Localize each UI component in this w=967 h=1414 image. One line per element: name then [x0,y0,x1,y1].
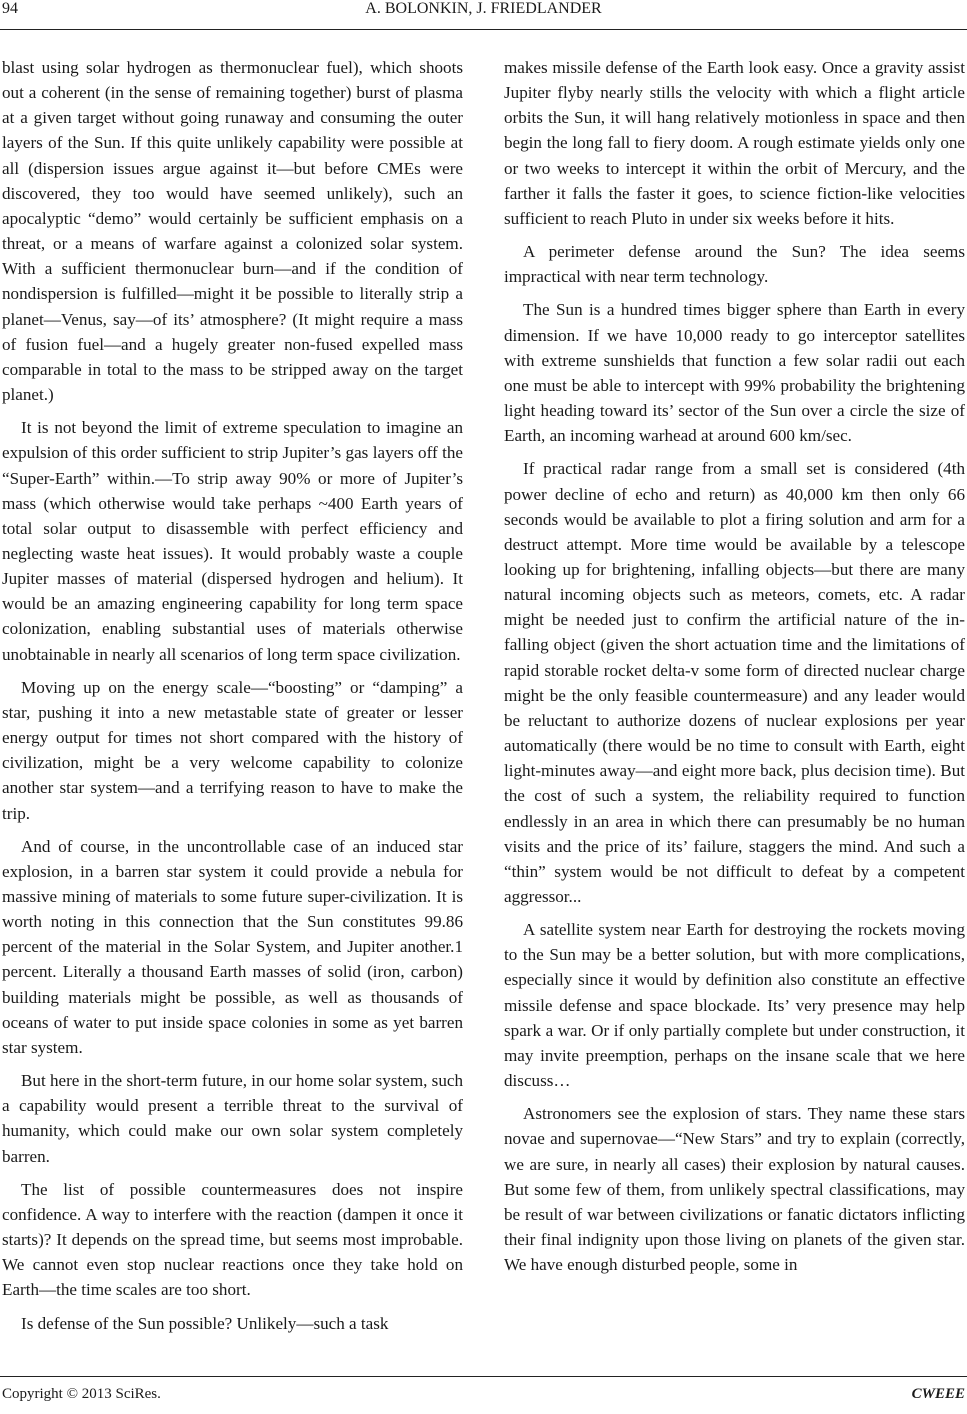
paragraph: But here in the short-term future, in our home solar system, such a capability would present a terrible threat to the survival of humanity, which could make our own solar system completely barren. [2,1071,463,1166]
paragraph: Astronomers see the explosion of stars. They name these stars novae and supernovae—“New Stars” and try to explain (correctly, we are sure, in nearly all cases) their explosion by natural causes. But some few of them, from unlikely spectral classifications, may be result of war between civilizations or fanatic dictators inflicting their final indignity upon those living on planets of the given star. We have enough disturbed people, some in [504,1104,965,1275]
page-number: 94 [2,0,18,17]
header-rule [0,29,967,30]
paragraph: A satellite system near Earth for destroying the rockets moving to the Sun may be a better solution, but with more complications, especially since it would by definition also constitute an effective missile defense and space blockade. Its’ very presence may help spark a war. Or if only partially complete but under construction, it may invite preemption, perhaps on the insane scale that we here discuss… [504,920,965,1091]
running-head: A. BOLONKIN, J. FRIEDLANDER [365,0,602,17]
paragraph: makes missile defense of the Earth look easy. Once a gravity assist Jupiter flyby nearly stills the velocity with which a flight article orbits the Sun, it will hang relatively motionless in space and then begin the long fall to fiery doom. A rough estimate yields only one or two weeks to intercept it within the orbit of Mercury, and the farther it falls the faster it goes, to science fiction-like velocities sufficient to reach Pluto in under six weeks before it hits. [504,58,965,228]
paragraph: It is not beyond the limit of extreme speculation to imagine an expulsion of this order sufficient to strip Jupiter’s gas layers off the “Super-Earth” within.—To strip away 90% or more of Jupiter’s mass (which otherwise would take perhaps ~400 Earth years of total solar output to disassemble with perfect efficiency and neglecting waste heat issues). It would probably waste a couple Jupiter masses of material (dispersed hydrogen and helium). It would be an amazing engineering capability for long term space colonization, enabling substantial uses of materials otherwise unobtainable in nearly all scenarios of long term space civilization. [2,418,463,664]
right-column [504,55,965,1285]
page-header [0,0,967,30]
paragraph: Is defense of the Sun possible? Unlikely—such a task [21,1313,389,1333]
paragraph: And of course, in the uncontrollable case of an induced star explosion, in a barren star system it could provide a nebula for massive mining of materials to some future super-civilization. It is worth noting in this connection that the Sun constitutes 99.86 percent of the material in the Solar System, and Jupiter another.1 percent. Literally a thousand Earth masses of solid (iron, carbon) building materials might be possible, as well as thousands of oceans of water to put inside space colonies in some as yet barren star system. [2,836,463,1057]
footer-rule [0,1376,967,1377]
paragraph: If practical radar range from a small set is considered (4th power decline of echo and return) as 40,000 km then only 66 seconds would be available to plot a firing solution and arm for a destruct attempt. More time would be available by a telescope looking up for brightening, infalling objects—but there are many natural incoming objects such as meteors, comets, etc. A radar might be needed just to confirm the artificial nature of the in-falling object (given the short actuation time and the limitations of rapid storable rocket delta-v some form of directed nuclear charge might be the only feasible countermeasure) and any leader would be reluctant to authorize dozens of nuclear explosions per year automatically (there would be no time to consult with Earth, eight light-minutes away—and eight more back, plus decision time). But the cost of such a system, the reliability required to function endlessly in an area in which there can presumably be no human visits and the price of its’ failure, staggers the mind. And such a “thin” system would be not difficult to defeat by a competent aggressor... [504,459,965,906]
paragraph: A perimeter defense around the Sun? The idea seems impractical with near term technology. [504,242,965,287]
paragraph: The list of possible countermeasures does not inspire confidence. A way to interfere with the reaction (dampen it once it starts)? It depends on the spread time, but seems most improbable. We cannot even stop nuclear reactions once they take hold on Earth—the time scales are too short. [2,1179,463,1300]
journal-name: CWEEE [911,1386,965,1402]
copyright-notice: Copyright © 2013 SciRes. [2,1386,161,1402]
paragraph: Moving up on the energy scale—“boosting” or “damping” a star, pushing it into a new metastable state of greater or lesser energy output for times not short compared with the history of civilization, might be a very welcome capability to colonize another star system—and a terrifying reason to have to make the trip. [2,677,463,823]
left-column [2,55,463,1344]
paragraph: blast using solar hydrogen as thermonuclear fuel), which shoots out a coherent (in the sense of remaining together) burst of plasma at a given target without going runaway and consuming the outer layers of the Sun. If this quite unlikely capability were possible at all (dispersion issues argue against it—but before CMEs were discovered, they too would have seemed unlikely), such an apocalyptic “demo” would certainly be sufficient emphasis on a threat, or a means of warfare against a colonized solar system. With a sufficient thermonuclear burn—and if the condition of nondispersion is fulfilled—might it be possible to literally strip a planet—Venus, say—of its’ atmosphere? (It might require a mass of fusion fuel—and a hugely greater non-fused expelled mass comparable in total to the mass to be stripped away on the target planet.) [2,58,463,405]
paragraph: The Sun is a hundred times bigger sphere than Earth in every dimension. If we have 10,000 ready to go interceptor satellites with extreme sunshields that function a few solar radii out each one must be able to intercept with 99% probability the brightening light heading toward its’ sector of the Sun over a circle the size of Earth, an incoming warhead at around 600 km/sec. [504,300,965,446]
